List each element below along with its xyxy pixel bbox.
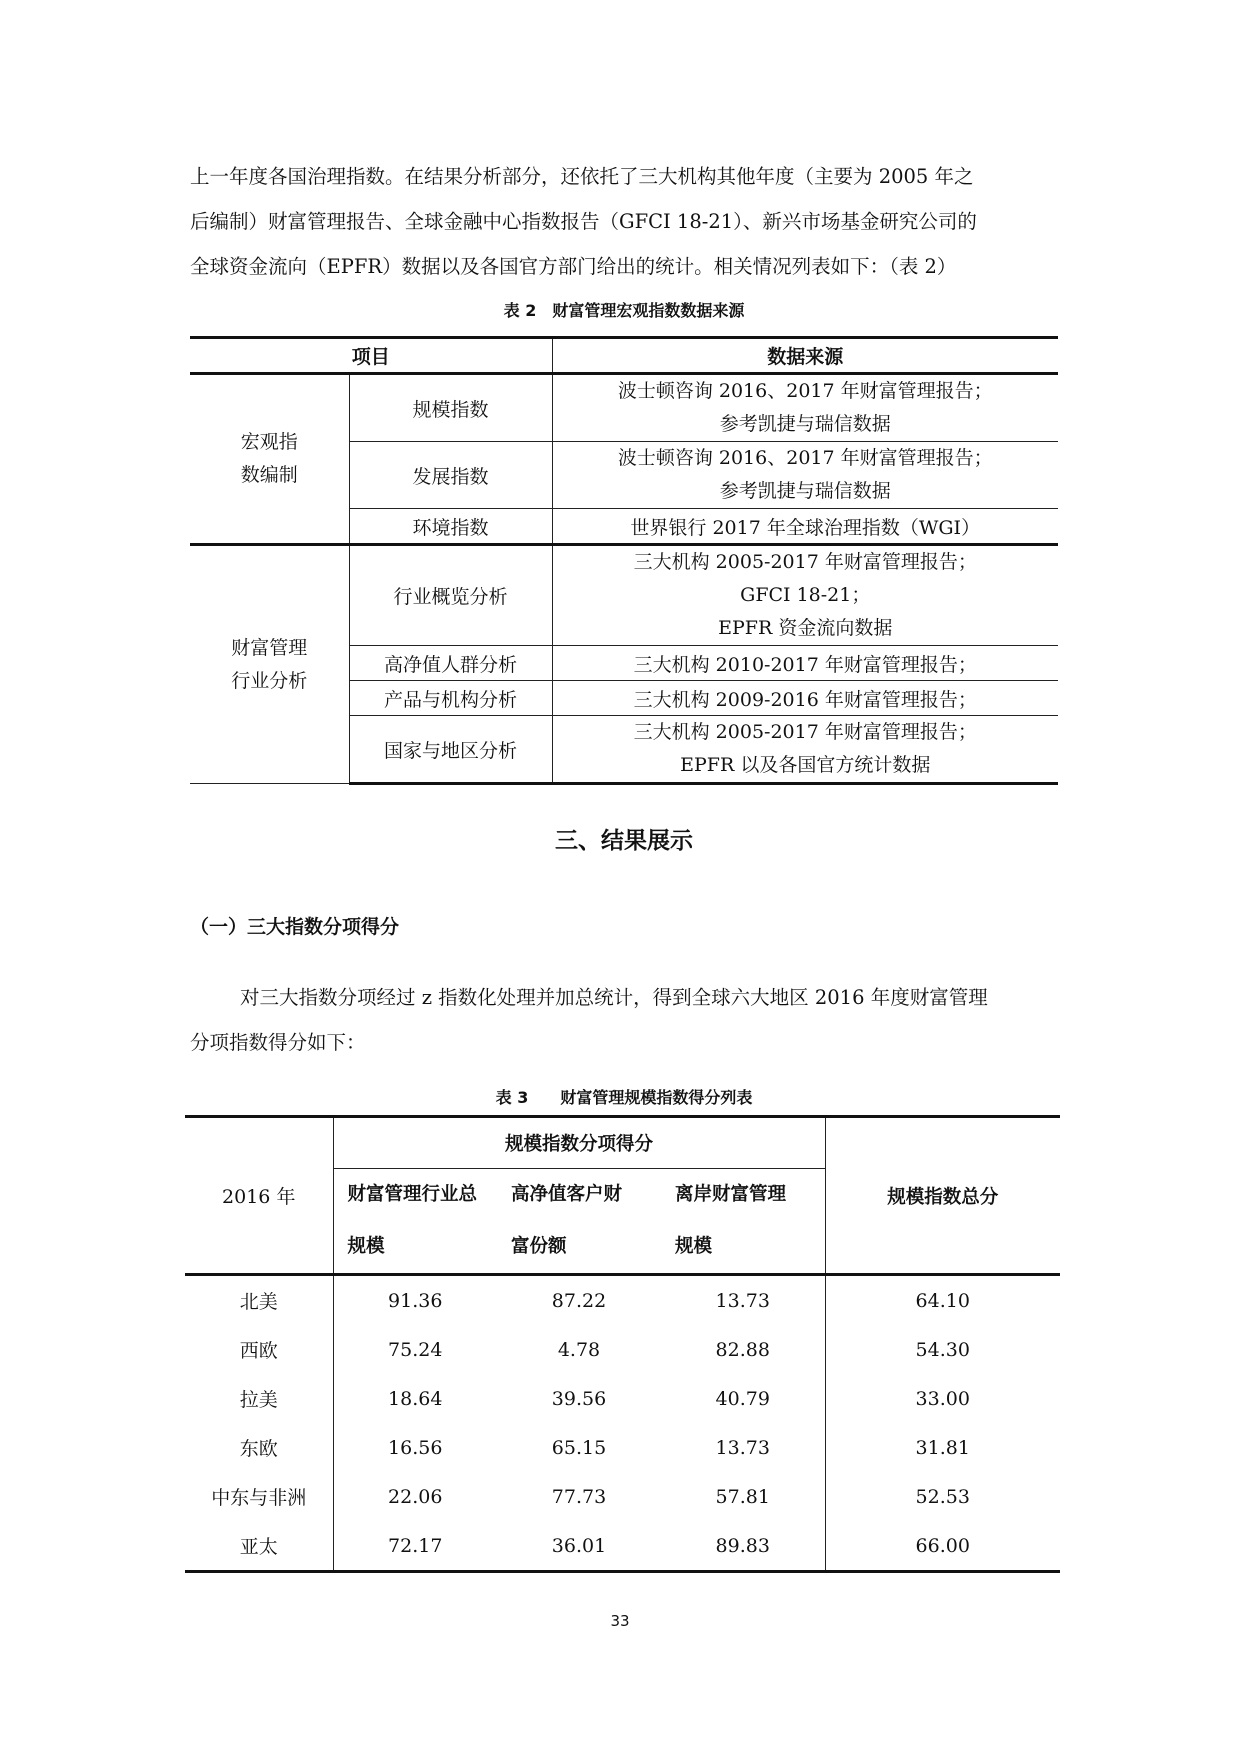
group-name-line: 宏观指 bbox=[240, 431, 298, 453]
source-line: 参考凯捷与瑞信数据 bbox=[719, 480, 891, 502]
value-cell: 13.73 bbox=[661, 1423, 825, 1472]
table3 bbox=[185, 1115, 1060, 1573]
table-row bbox=[185, 1275, 1060, 1326]
value-cell: 57.81 bbox=[661, 1472, 825, 1521]
total-cell: 66.00 bbox=[825, 1521, 1060, 1572]
table2-source: 世界银行 2017 年全球治理指数（WGI） bbox=[552, 509, 1058, 545]
source-line: 三大机构 2005-2017 年财富管理报告； bbox=[633, 721, 977, 743]
table2-header-row bbox=[190, 338, 1058, 374]
source-line: 三大机构 2005-2017 年财富管理报告； bbox=[633, 551, 977, 573]
intro-line: 全球资金流向（EPFR）数据以及各国官方部门给出的统计。相关情况列表如下：（表 2） bbox=[190, 255, 957, 278]
value-cell: 91.36 bbox=[388, 1289, 443, 1312]
group-name-line: 行业分析 bbox=[231, 669, 308, 692]
total-cell: 33.00 bbox=[915, 1387, 970, 1410]
value-cell: 39.56 bbox=[551, 1387, 607, 1410]
value-cell: 4.78 bbox=[557, 1338, 601, 1361]
subheader-line: 规模 bbox=[347, 1236, 385, 1257]
table2-item: 产品与机构分析 bbox=[349, 681, 552, 716]
source-line: GFCI 18-21； bbox=[740, 584, 871, 606]
table3-header-row bbox=[185, 1117, 1060, 1169]
table3-caption: 表 3 财富管理规模指数得分列表 bbox=[495, 1088, 753, 1107]
source-line: 波士顿咨询 2016、2017 年财富管理报告； bbox=[617, 380, 993, 402]
body-line: 分项指数得分如下： bbox=[190, 1031, 366, 1054]
group-name-line: 数编制 bbox=[240, 464, 298, 486]
table2-source: 三大机构 2010-2017 年财富管理报告； bbox=[552, 646, 1058, 681]
value-cell: 82.88 bbox=[661, 1325, 825, 1374]
region-cell: 拉美 bbox=[185, 1374, 333, 1423]
source-line: 波士顿咨询 2016、2017 年财富管理报告； bbox=[617, 447, 993, 469]
region-cell: 北美 bbox=[185, 1275, 333, 1326]
table2-item: 环境指数 bbox=[349, 509, 552, 545]
region-cell: 西欧 bbox=[185, 1325, 333, 1374]
value-cell: 16.56 bbox=[388, 1436, 443, 1459]
page-number: 33 bbox=[610, 1612, 630, 1630]
value-cell: 89.83 bbox=[661, 1521, 825, 1572]
table2-item: 行业概览分析 bbox=[349, 545, 552, 646]
table-row bbox=[185, 1521, 1060, 1572]
table3-subheader bbox=[333, 1169, 497, 1275]
total-cell: 31.81 bbox=[915, 1436, 970, 1459]
region-cell: 亚太 bbox=[185, 1521, 333, 1572]
section-title: 三、结果展示 bbox=[555, 828, 693, 854]
subheader-line: 规模 bbox=[675, 1236, 713, 1257]
table-row bbox=[185, 1374, 1060, 1423]
subsection-title: （一）三大指数分项得分 bbox=[190, 916, 400, 938]
value-cell: 40.79 bbox=[661, 1374, 825, 1423]
table2-item: 国家与地区分析 bbox=[349, 716, 552, 784]
table2-item: 高净值人群分析 bbox=[349, 646, 552, 681]
table2-item: 发展指数 bbox=[349, 442, 552, 509]
body-paragraph bbox=[190, 975, 1058, 1065]
value-cell: 87.22 bbox=[551, 1289, 607, 1312]
table2-header-source: 数据来源 bbox=[552, 338, 1058, 374]
table2-source bbox=[552, 716, 1058, 784]
value-cell: 13.73 bbox=[661, 1275, 825, 1326]
body-line: 对三大指数分项经过 z 指数化处理并加总统计，得到全球六大地区 2016 年度财富管理 bbox=[240, 986, 988, 1009]
group-name-line: 财富管理 bbox=[231, 636, 308, 659]
table2-source bbox=[552, 374, 1058, 442]
table-row bbox=[190, 374, 1058, 442]
source-line: 参考凯捷与瑞信数据 bbox=[719, 413, 891, 435]
table2-source: 三大机构 2009-2016 年财富管理报告； bbox=[552, 681, 1058, 716]
subheader-line: 富份额 bbox=[511, 1236, 567, 1257]
value-cell: 75.24 bbox=[388, 1338, 443, 1361]
intro-line: 后编制）财富管理报告、全球金融中心指数报告（GFCI 18-21）、新兴市场基金研究公司的 bbox=[190, 210, 977, 233]
subheader-line: 离岸财富管理 bbox=[675, 1184, 787, 1205]
region-cell: 东欧 bbox=[185, 1423, 333, 1472]
total-cell: 52.53 bbox=[915, 1485, 970, 1508]
intro-paragraph bbox=[190, 154, 1058, 289]
value-cell: 22.06 bbox=[388, 1485, 443, 1508]
table3-total-header: 规模指数总分 bbox=[825, 1117, 1060, 1275]
table2-source bbox=[552, 545, 1058, 646]
table2-caption: 表 2 财富管理宏观指数数据来源 bbox=[503, 301, 745, 320]
subheader-line: 高净值客户财 bbox=[511, 1184, 623, 1205]
total-cell: 54.30 bbox=[915, 1338, 970, 1361]
source-line: EPFR 资金流向数据 bbox=[718, 617, 893, 639]
table-row bbox=[185, 1423, 1060, 1472]
table2-header-item: 项目 bbox=[190, 338, 552, 374]
table2-group-name bbox=[190, 374, 349, 545]
region-cell: 中东与非洲 bbox=[185, 1472, 333, 1521]
source-line: EPFR 以及各国官方统计数据 bbox=[680, 754, 931, 776]
subheader-line: 财富管理行业总 bbox=[347, 1184, 478, 1205]
table2-source bbox=[552, 442, 1058, 509]
table-row bbox=[190, 545, 1058, 646]
table2-item: 规模指数 bbox=[349, 374, 552, 442]
table3-group-header: 规模指数分项得分 bbox=[333, 1117, 825, 1169]
table-row bbox=[185, 1472, 1060, 1521]
value-cell: 77.73 bbox=[551, 1485, 607, 1508]
table2 bbox=[190, 336, 1058, 785]
value-cell: 18.64 bbox=[388, 1387, 443, 1410]
intro-line: 上一年度各国治理指数。在结果分析部分，还依托了三大机构其他年度（主要为 2005 年之 bbox=[190, 165, 974, 188]
table3-subheader bbox=[497, 1169, 661, 1275]
total-cell: 64.10 bbox=[915, 1289, 970, 1312]
table2-group-name bbox=[190, 545, 349, 784]
value-cell: 36.01 bbox=[497, 1521, 661, 1572]
value-cell: 72.17 bbox=[333, 1521, 497, 1572]
value-cell: 65.15 bbox=[551, 1436, 607, 1459]
table-row bbox=[185, 1325, 1060, 1374]
table3-year-label: 2016 年 bbox=[185, 1117, 333, 1275]
table3-subheader bbox=[661, 1169, 825, 1275]
